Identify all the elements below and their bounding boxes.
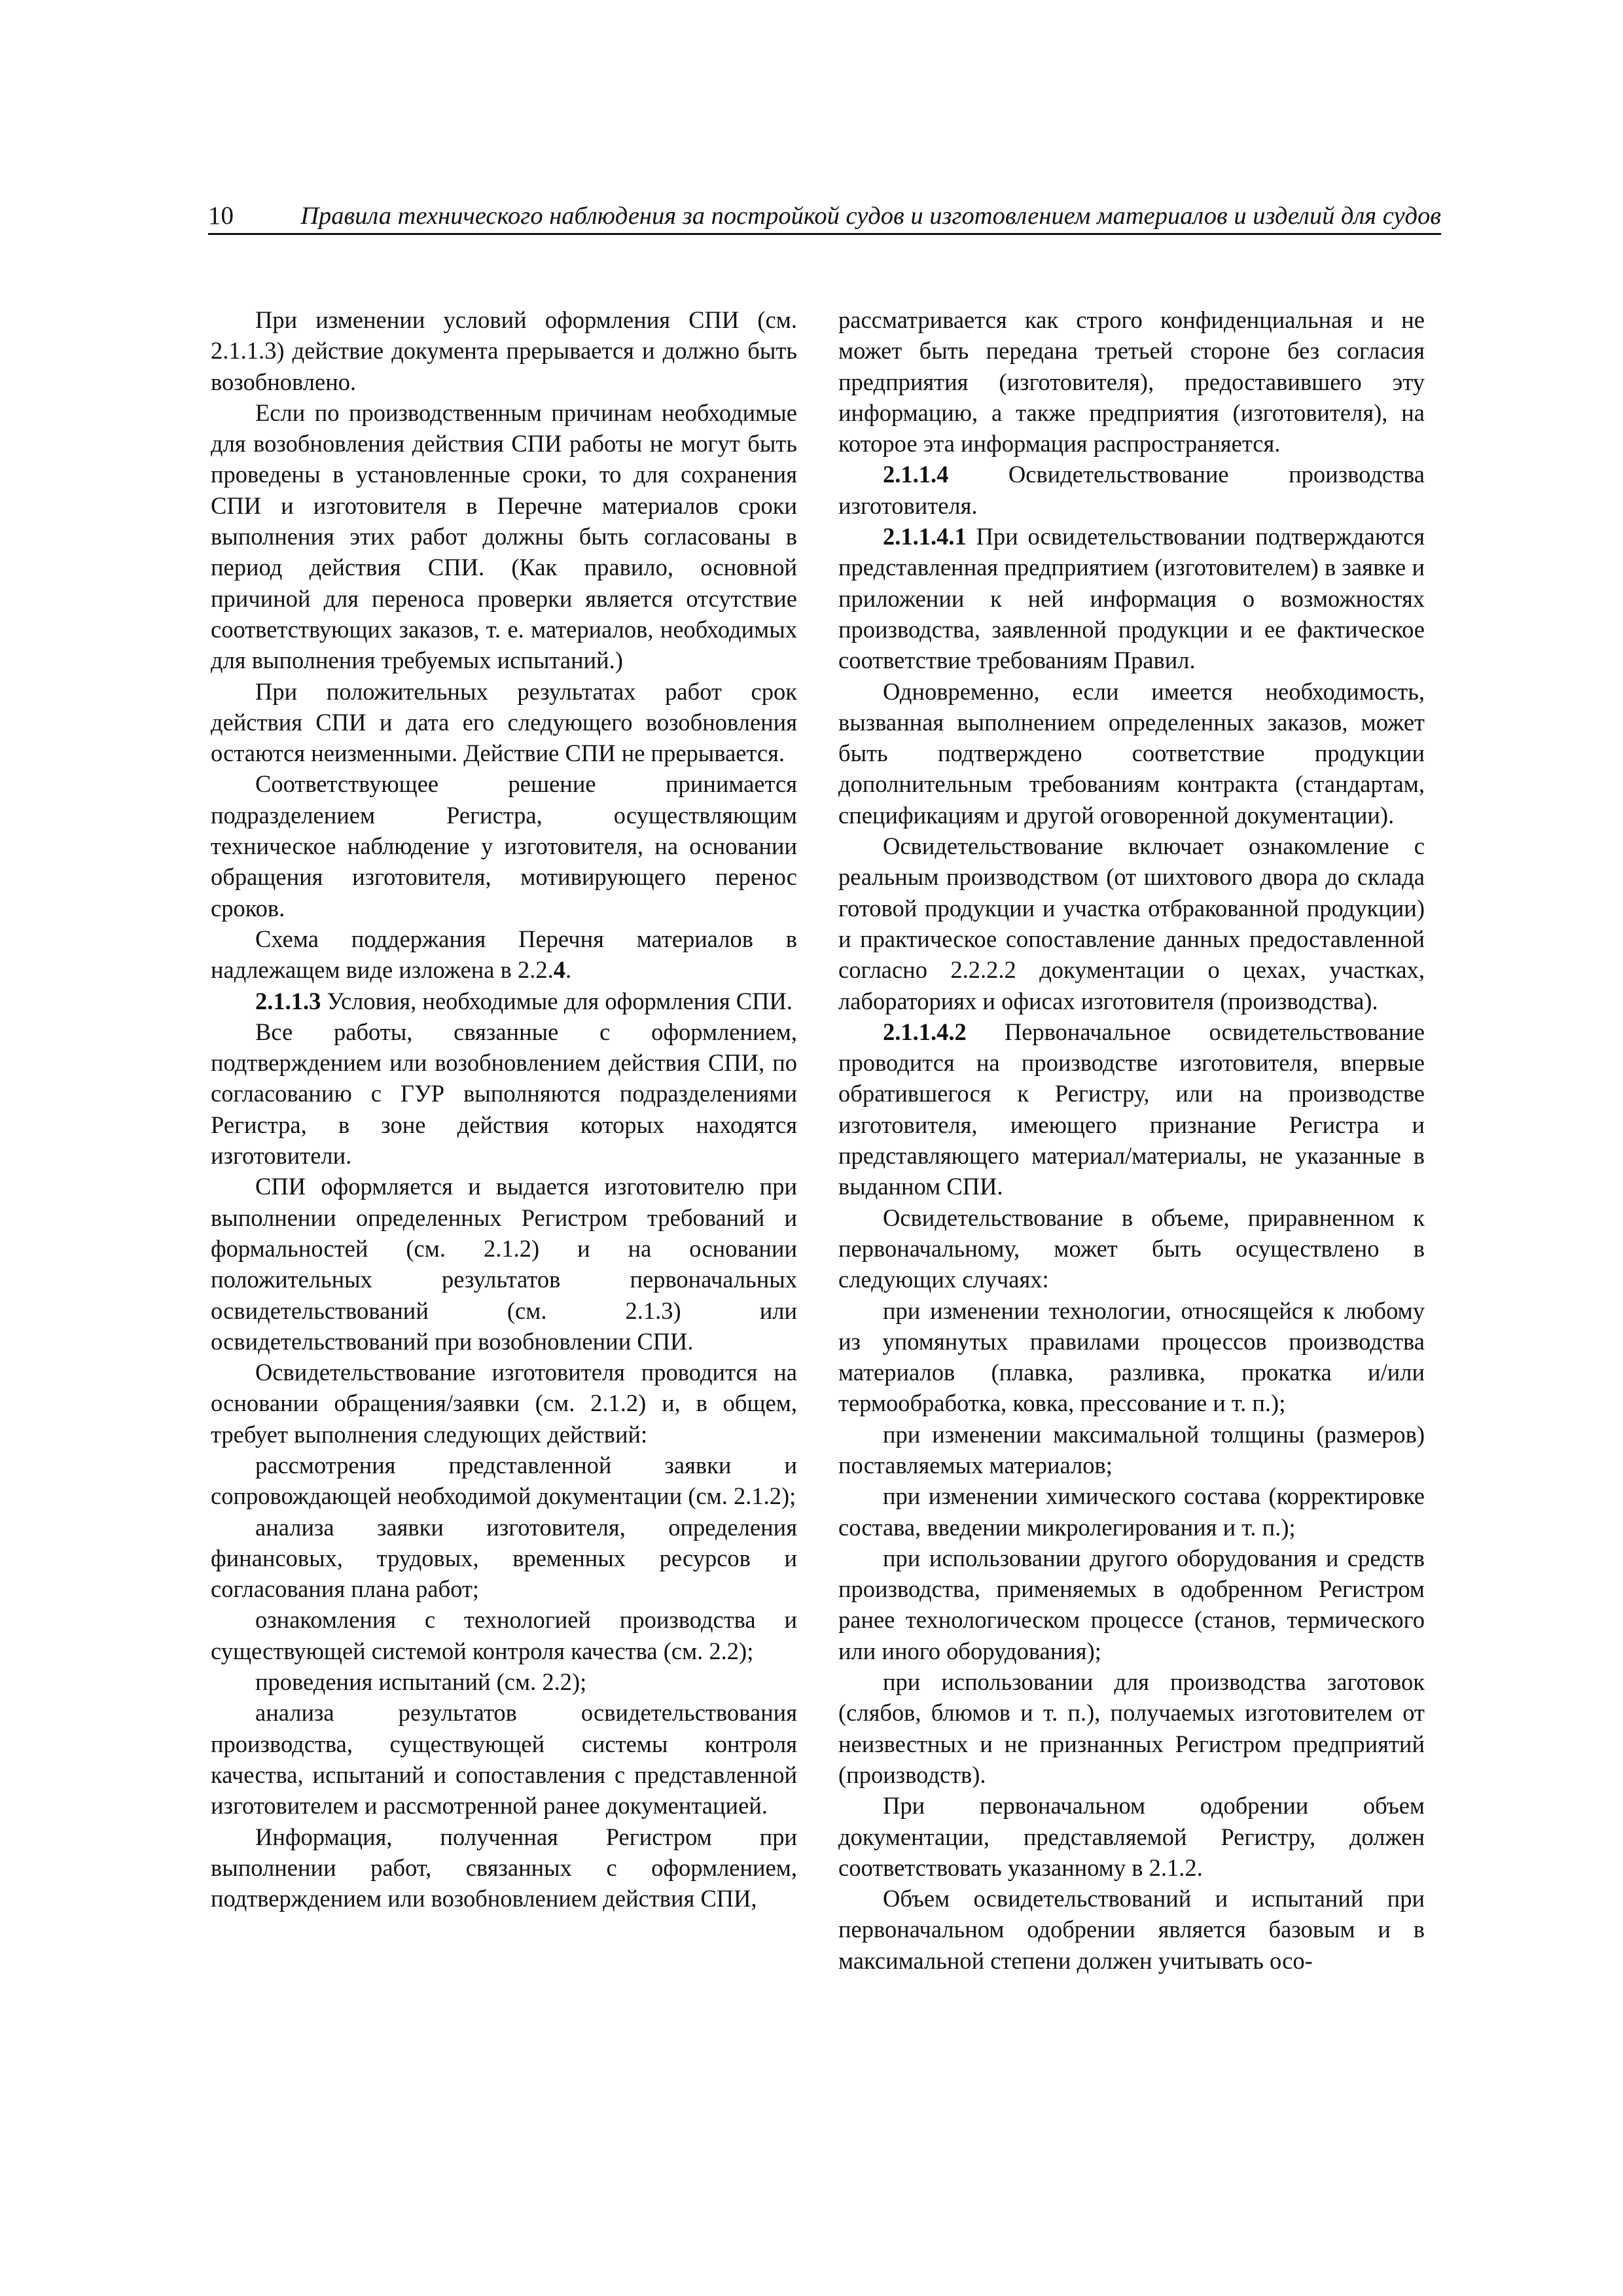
paragraph: Объем освидетельствований и испытаний при первоначальном одобрении является базовым и в максимальной степени должен учитывать осо- xyxy=(838,1885,1425,1974)
paragraph: При первоначальном одобрении объем документации, представляемой Регистру, должен соответствовать указанному в 2.1.2. xyxy=(838,1792,1425,1881)
paragraph: Соответствующее решение принимается подразделением Регистра, осуществляющим техническое наблюдение у изготовителя, на основании обращения изготовителя, мотивирующего перенос сроков. xyxy=(211,770,797,922)
section-heading-text: Условия, необходимые для оформления СПИ. xyxy=(321,987,793,1014)
list-item: анализа результатов освидетельствования производства, существующей системы контроля качества, испытаний и сопоставления с представленной изготовителем и рассмотренной ранее документацией. xyxy=(211,1699,797,1820)
list-item: ознакомления с технологией производства и существующей системой контроля качества (см. 2.2); xyxy=(211,1606,797,1664)
paragraph: Все работы, связанные с оформлением, подтверждением или возобновлением действия СПИ, по согласованию с ГУР выполняются подразделениями Регистра, в зоне действия которых находятся изготовители. xyxy=(211,1018,797,1170)
paragraph-end: . xyxy=(565,956,572,984)
list-item: при изменении максимальной толщины (размеров) поставляемых материалов; xyxy=(838,1420,1425,1479)
paragraph: Освидетельствование включает ознакомление с реальным производством (от шихтового двора до склада готовой продукции и участка отбракованной продукции) и практическое сопоставление данных предоставленной согласно 2.2.2.2 документации о цехах, участках, лабораториях и офисах изготовителя (производства). xyxy=(838,833,1425,1014)
section-number: 2.1.1.4.2 xyxy=(883,1018,967,1045)
paragraph: рассматривается как строго конфиденциальная и не может быть передана третьей стороне без согласия предприятия (изготовителя), предоставившего эту информацию, а также предприятия (изготовителя), на которое эта информация распространяется. xyxy=(838,306,1425,457)
paragraph: При положительных результатах работ срок действия СПИ и дата его следующего возобновления остаются неизменными. Действие СПИ не прерывается. xyxy=(211,677,797,767)
paragraph: Освидетельствование изготовителя проводится на основании обращения/заявки (см. 2.1.2) и, в общем, требует выполнения следующих действий: xyxy=(211,1359,797,1448)
list-item: при изменении химического состава (корректировке состава, введении микролегирования и т. п.); xyxy=(838,1482,1425,1541)
list-item: анализа заявки изготовителя, определения финансовых, трудовых, временных ресурсов и согласования плана работ; xyxy=(211,1513,797,1603)
section-2-1-1-4-2 xyxy=(838,1016,1425,1202)
list-item: проведения испытаний (см. 2.2); xyxy=(255,1668,587,1696)
paragraph-text: Схема поддержания Перечня материалов в надлежащем виде изложена в 2.2. xyxy=(211,925,797,984)
section-number: 2.1.1.4 xyxy=(883,461,949,488)
list-item: при использовании для производства заготовок (слябов, блюмов и т. п.), получаемых изготовителем от неизвестных и не признанных Регистром предприятий (производств). xyxy=(838,1668,1425,1788)
list-item: при использовании другого оборудования и средств производства, применяемых в одобренном Регистром ранее технологическом процессе (станов, термического или иного оборудования); xyxy=(838,1544,1425,1664)
section-text: Первоначальное освидетельствование проводится на производстве изготовителя, впервые обратившегося к Регистру, или на производстве изготовителя, имеющего признание Регистра и представляющего материал/материалы, не указанные в выданном СПИ. xyxy=(838,1018,1425,1200)
paragraph: При изменении условий оформления СПИ (см. 2.1.1.3) действие документа прерывается и должно быть возобновлено. xyxy=(211,306,797,395)
paragraph: Информация, полученная Регистром при выполнении работ, связанных с оформлением, подтверждением или возобновлением действия СПИ, xyxy=(211,1823,797,1912)
section-2-1-1-3 xyxy=(211,986,797,1016)
section-2-1-1-4 xyxy=(838,459,1425,521)
paragraph: Одновременно, если имеется необходимость, вызванная выполнением определенных заказов, может быть подтверждено соответствие продукции дополнительным требованиям контракта (стандартам, спецификациям и другой оговоренной документации). xyxy=(838,677,1425,829)
header-rule xyxy=(208,233,1441,235)
paragraph: Освидетельствование в объеме, приравненном к первоначальному, может быть осуществлено в следующих случаях: xyxy=(838,1204,1425,1293)
section-text: При освидетельствовании подтверждаются представленная предприятием (изготовителем) в заявке и приложении к ней информация о возможностях производства, заявленной продукции и ее фактическое соответствие требованиям Правил. xyxy=(838,523,1425,674)
section-heading-text: Освидетельствование производства изготовителя. xyxy=(838,461,1425,519)
list-item: при изменении технологии, относящейся к любому из упомянутых правилами процессов производства материалов (плавка, разливка, прокатка и/или термообработка, ковка, прессование и т. п.); xyxy=(838,1297,1425,1417)
section-number: 2.1.1.3 xyxy=(255,987,321,1014)
page-number: 10 xyxy=(208,202,234,230)
left-column xyxy=(211,304,797,1914)
section-2-1-1-4-1 xyxy=(838,521,1425,675)
bold-reference: 4 xyxy=(553,956,565,984)
page-header xyxy=(208,200,1441,232)
list-item: рассмотрения представленной заявки и сопровождающей необходимой документации (см. 2.1.2); xyxy=(211,1451,797,1510)
paragraph: СПИ оформляется и выдается изготовителю при выполнении определенных Регистром требований и формальностей (см. 2.1.2) и на основании положительных результатов первоначальных освидетельствований (см. 2.1.3) или освидетельствований при возобновлении СПИ. xyxy=(211,1173,797,1355)
paragraph: Если по производственным причинам необходимые для возобновления действия СПИ работы не могут быть проведены в установленные сроки, то для сохранения СПИ и изготовителя в Перечне материалов сроки выполнения этих работ должны быть согласованы в период действия СПИ. (Как правило, основной причиной для переноса проверки является отсутствие соответствующих заказов, т. е. материалов, необходимых для выполнения требуемых испытаний.) xyxy=(211,399,797,674)
section-number: 2.1.1.4.1 xyxy=(883,523,967,550)
right-column xyxy=(838,304,1425,1976)
paragraph xyxy=(211,924,797,986)
running-title: Правила технического наблюдения за постройкой судов и изготовлением материалов и изделий для судов xyxy=(300,202,1441,230)
